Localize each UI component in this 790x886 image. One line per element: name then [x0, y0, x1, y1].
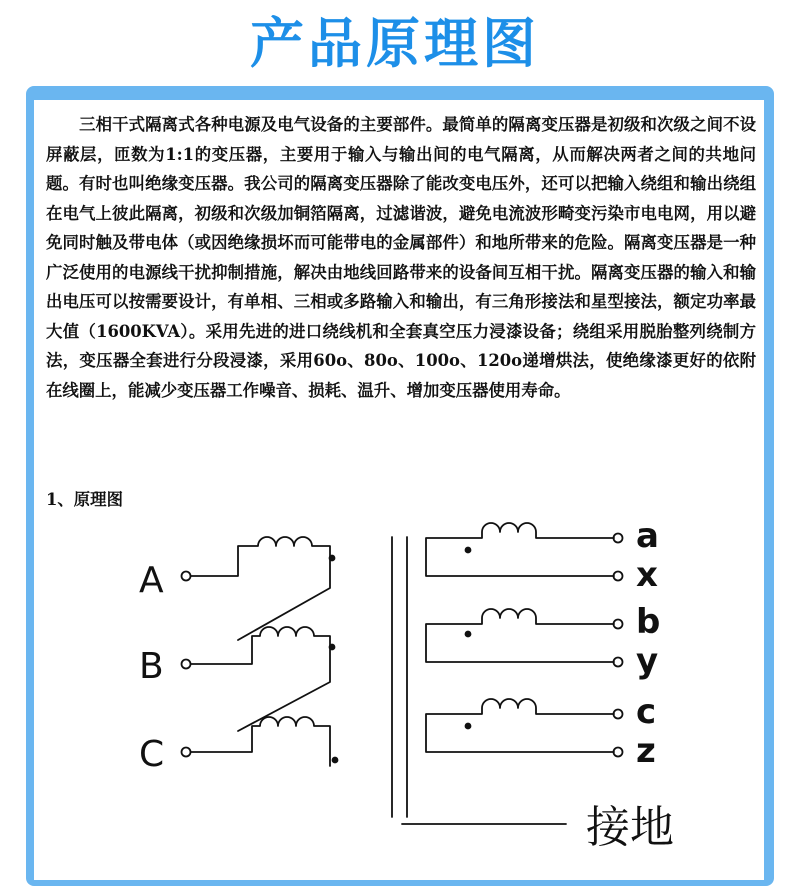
input-label-a: A — [139, 560, 164, 601]
primary-winding-1 — [191, 537, 330, 640]
primary-winding-2 — [191, 627, 330, 731]
description-text: 三相干式隔离式各种电源及电气设备的主要部件。最简单的隔离变压器是初级和次级之间不设屏蔽层，匝数为1:1的变压器，主要用于输入与输出间的电气隔离，从而解决两者之间的共地问题。有时也叫绝缘变压器。我公司的隔离变压器除了能改变电压外，还可以把输入绕组和输出绕组在电气上彼此隔离，初级和次级加铜箔隔离，过滤谐波，避免电流波形畸变污染市电电网，用以避免同时触及带电体（或因绝缘损坏而可能带电的金属部件）和地所带来的危险。隔离变压器是一种广泛使用的电源线干扰抑制措施，解决由地线回路带来的设备间互相干扰。隔离变压器的输入和输出电压可以按需要设计，有单相、三相或多路输入和输出，有三角形接法和星型接法，额定功率最大值（1600KVA）。采用先进的进口绕线机和全套真空压力浸漆设备；绕组采用脱胎整列绕制方法，变压器全套进行分段浸漆，采用60o、80o、100o、120o递增烘法，使绝缘漆更好的依附在线圈上，能减少变压器工作噪音、损耗、温升、增加变压器使用寿命。 — [46, 115, 756, 400]
page-title: 产品原理图 — [250, 12, 540, 75]
polarity-dot-s1 — [466, 548, 471, 553]
output-label-z: z — [636, 731, 656, 771]
product-description — [46, 110, 756, 405]
polarity-dot-p1 — [330, 556, 335, 561]
input-label-b: B — [139, 646, 164, 687]
ground-label: 接地 — [586, 802, 674, 853]
output-label-x: x — [636, 555, 658, 595]
polarity-dot-p2 — [330, 645, 335, 650]
section-label: 1、原理图 — [46, 490, 123, 509]
terminal-a — [182, 572, 191, 581]
input-label-c: C — [139, 734, 165, 775]
output-label-y: y — [636, 641, 659, 681]
primary-winding-3 — [191, 717, 330, 766]
secondary-winding-1 — [426, 523, 614, 576]
polarity-dot-s3 — [466, 724, 471, 729]
terminal-b — [182, 660, 191, 669]
transformer-schematic — [120, 512, 720, 865]
terminal-c — [182, 748, 191, 757]
secondary-winding-2 — [426, 609, 614, 662]
polarity-dot-s2 — [466, 632, 471, 637]
output-label-c: c — [636, 692, 657, 732]
secondary-winding-3 — [426, 699, 614, 752]
output-label-b: b — [636, 602, 661, 642]
polarity-dot-p3 — [333, 758, 338, 763]
output-label-a: a — [636, 516, 659, 556]
